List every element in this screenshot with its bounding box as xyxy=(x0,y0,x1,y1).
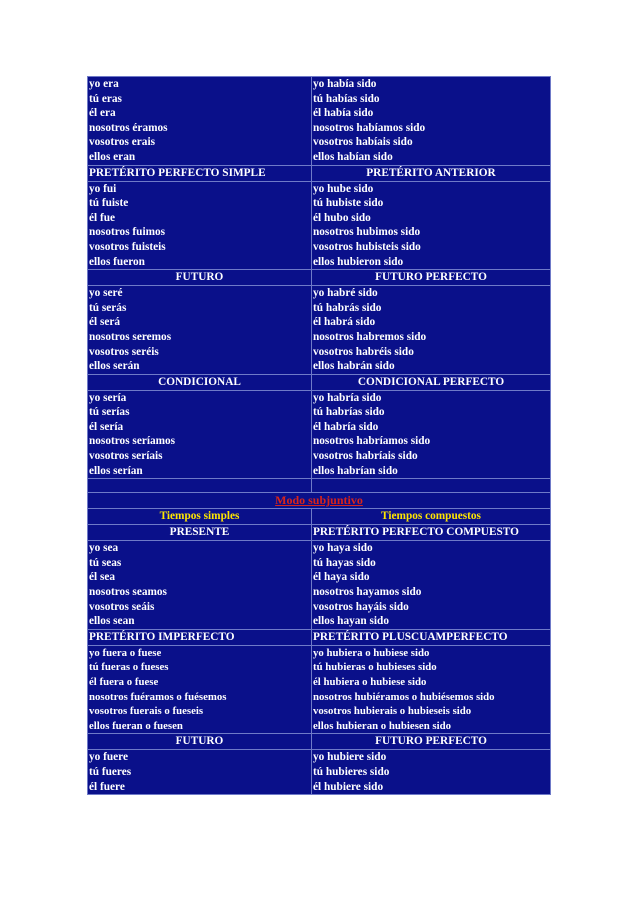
conjugation-form: yo sería xyxy=(89,391,127,404)
conjugation-form: nosotros seremos xyxy=(89,330,172,343)
conjugation-form: ellos habían sido xyxy=(313,150,393,163)
conjugation-form: ellos hayan sido xyxy=(313,615,389,628)
empty-cell xyxy=(312,479,551,493)
conjugation-form: nosotros habríamos sido xyxy=(313,435,431,448)
table-row xyxy=(88,645,551,734)
perfecto-simple-heading: PRETÉRITO PERFECTO SIMPLE xyxy=(88,165,312,181)
conjugation-form: él habría sido xyxy=(313,420,379,433)
conjugation-form: nosotros hayamos sido xyxy=(313,586,422,599)
conjugation-form: tú serías xyxy=(89,406,130,419)
conjugation-form: él había sido xyxy=(313,107,374,120)
empty-cell xyxy=(88,479,312,493)
conjugation-form: ellos hubieran o hubiesen sido xyxy=(313,719,451,732)
table-row xyxy=(88,390,551,479)
imperfecto-indicative-cell xyxy=(88,77,312,166)
table-row xyxy=(88,77,551,166)
conjugation-form: ellos fueran o fuesen xyxy=(89,719,183,732)
conjugation-form: ellos habrán sido xyxy=(313,360,395,373)
conjugation-form: yo habría sido xyxy=(313,391,382,404)
conjugation-form: yo era xyxy=(89,78,119,90)
conjugation-form: tú seas xyxy=(89,556,122,569)
conjugation-form: yo fui xyxy=(89,182,117,195)
futuro-perfecto-cell xyxy=(312,286,551,375)
conjugation-form: yo haya sido xyxy=(313,542,373,555)
conjugation-form: vosotros seríais xyxy=(89,450,163,463)
table-row xyxy=(88,165,551,181)
conjugation-form: vosotros hayáis sido xyxy=(313,600,409,613)
perfecto-simple-cell xyxy=(88,181,312,270)
conjugation-form: él fuera o fuese xyxy=(89,676,159,688)
table-row xyxy=(88,374,551,390)
conjugation-form: él hubiere sido xyxy=(313,780,384,793)
futuro-cell xyxy=(88,286,312,375)
table-row xyxy=(88,541,551,630)
pluscuamperfecto-subjunctive-heading: PRETÉRITO PLUSCUAMPERFECTO xyxy=(312,629,551,645)
conjugation-form: yo sea xyxy=(89,542,119,555)
subjunctive-title: Modo subjuntivo xyxy=(88,493,551,509)
conjugation-form: yo fuere xyxy=(89,751,129,764)
conjugation-form: vosotros fuisteis xyxy=(89,240,166,253)
conjugation-form: ellos fueron xyxy=(89,255,145,268)
conjugation-form: vosotros habríais sido xyxy=(313,450,418,463)
conjugation-form: él sería xyxy=(89,420,124,433)
futuro-perfecto-subjunctive-heading: FUTURO PERFECTO xyxy=(312,734,551,750)
conjugation-form: vosotros habréis sido xyxy=(313,345,414,358)
conjugation-form: él habrá sido xyxy=(313,316,376,329)
conjugation-form: nosotros habremos sido xyxy=(313,330,427,343)
conjugation-form: nosotros fuimos xyxy=(89,226,166,239)
perfecto-compuesto-heading: PRETÉRITO PERFECTO COMPUESTO xyxy=(312,525,551,541)
conjugation-form: vosotros habíais sido xyxy=(313,136,413,149)
conjugation-form: ellos serán xyxy=(89,360,140,373)
conjugation-form: tú habrás sido xyxy=(313,301,382,314)
presente-subjunctive-cell xyxy=(88,541,312,630)
table-row xyxy=(88,270,551,286)
conjugation-form: tú eras xyxy=(89,92,122,105)
anterior-cell xyxy=(312,181,551,270)
conjugation-form: nosotros hubiéramos o hubiésemos sido xyxy=(313,690,495,703)
conjugation-form: él sea xyxy=(89,571,116,584)
conjugation-form: él hubo sido xyxy=(313,211,371,224)
conjugation-form: nosotros fuéramos o fuésemos xyxy=(89,690,227,703)
conjugation-form: tú hayas sido xyxy=(313,556,376,569)
conjugation-form: yo hube sido xyxy=(313,182,374,195)
conjugation-sheet xyxy=(87,76,550,795)
conjugation-form: yo fuera o fuese xyxy=(89,646,162,659)
conjugation-form: él era xyxy=(89,107,116,120)
conjugation-form: nosotros habíamos sido xyxy=(313,121,426,134)
conjugation-form: vosotros erais xyxy=(89,136,155,149)
table-row xyxy=(88,493,551,509)
pluscuamperfecto-indicative-cell xyxy=(312,77,551,166)
condicional-heading: CONDICIONAL xyxy=(88,374,312,390)
conjugation-form: nosotros seamos xyxy=(89,586,167,599)
table-row xyxy=(88,286,551,375)
conjugation-form: tú hubieres sido xyxy=(313,765,390,778)
condicional-perfecto-cell xyxy=(312,390,551,479)
conjugation-form: tú hubiste sido xyxy=(313,197,384,210)
conjugation-table xyxy=(87,76,551,795)
conjugation-form: ellos hubieron sido xyxy=(313,255,404,268)
table-row xyxy=(88,734,551,750)
table-row xyxy=(88,525,551,541)
conjugation-form: él será xyxy=(89,316,121,329)
pluscuamperfecto-subjunctive-cell xyxy=(312,645,551,734)
conjugation-form: tú hubieras o hubieses sido xyxy=(313,661,437,674)
tiempos-compuestos-label: Tiempos compuestos xyxy=(312,509,551,525)
anterior-heading: PRETÉRITO ANTERIOR xyxy=(312,165,551,181)
conjugation-form: yo seré xyxy=(89,287,123,300)
condicional-cell xyxy=(88,390,312,479)
conjugation-form: yo había sido xyxy=(313,78,377,90)
tiempos-simples-label: Tiempos simples xyxy=(88,509,312,525)
perfecto-compuesto-cell xyxy=(312,541,551,630)
conjugation-form: vosotros seáis xyxy=(89,600,155,613)
futuro-perfecto-subjunctive-cell xyxy=(312,750,551,795)
table-row xyxy=(88,479,551,493)
table-row xyxy=(88,629,551,645)
conjugation-form: él hubiera o hubiese sido xyxy=(313,676,427,688)
conjugation-form: él fue xyxy=(89,211,116,224)
conjugation-form: nosotros hubimos sido xyxy=(313,226,421,239)
imperfecto-subjunctive-cell xyxy=(88,645,312,734)
futuro-subjunctive-heading: FUTURO xyxy=(88,734,312,750)
table-row xyxy=(88,509,551,525)
conjugation-form: tú fueras o fueses xyxy=(89,661,169,674)
conjugation-form: vosotros hubisteis sido xyxy=(313,240,421,253)
conjugation-form: ellos habrían sido xyxy=(313,464,398,477)
conjugation-form: ellos sean xyxy=(89,615,135,628)
presente-heading: PRESENTE xyxy=(88,525,312,541)
futuro-heading: FUTURO xyxy=(88,270,312,286)
conjugation-form: yo hubiera o hubiese sido xyxy=(313,646,430,659)
conjugation-form: yo habré sido xyxy=(313,287,378,300)
condicional-perfecto-heading: CONDICIONAL PERFECTO xyxy=(312,374,551,390)
conjugation-form: tú serás xyxy=(89,301,127,314)
table-row xyxy=(88,750,551,795)
conjugation-form: tú fuiste xyxy=(89,197,129,210)
conjugation-form: tú habrías sido xyxy=(313,406,385,419)
conjugation-form: él fuere xyxy=(89,780,125,793)
imperfecto-subjunctive-heading: PRETÉRITO IMPERFECTO xyxy=(88,629,312,645)
conjugation-form: ellos serían xyxy=(89,464,143,477)
conjugation-form: vosotros seréis xyxy=(89,345,159,358)
futuro-subjunctive-cell xyxy=(88,750,312,795)
conjugation-form: nosotros éramos xyxy=(89,121,168,134)
conjugation-form: vosotros fuerais o fueseis xyxy=(89,705,204,718)
table-row xyxy=(88,181,551,270)
conjugation-form: ellos eran xyxy=(89,150,136,163)
futuro-perfecto-heading: FUTURO PERFECTO xyxy=(312,270,551,286)
conjugation-form: nosotros seríamos xyxy=(89,435,176,448)
conjugation-form: vosotros hubierais o hubieseis sido xyxy=(313,705,472,718)
conjugation-form: tú habías sido xyxy=(313,92,380,105)
conjugation-form: él haya sido xyxy=(313,571,370,584)
conjugation-form: tú fueres xyxy=(89,765,132,778)
conjugation-form: yo hubiere sido xyxy=(313,751,387,764)
